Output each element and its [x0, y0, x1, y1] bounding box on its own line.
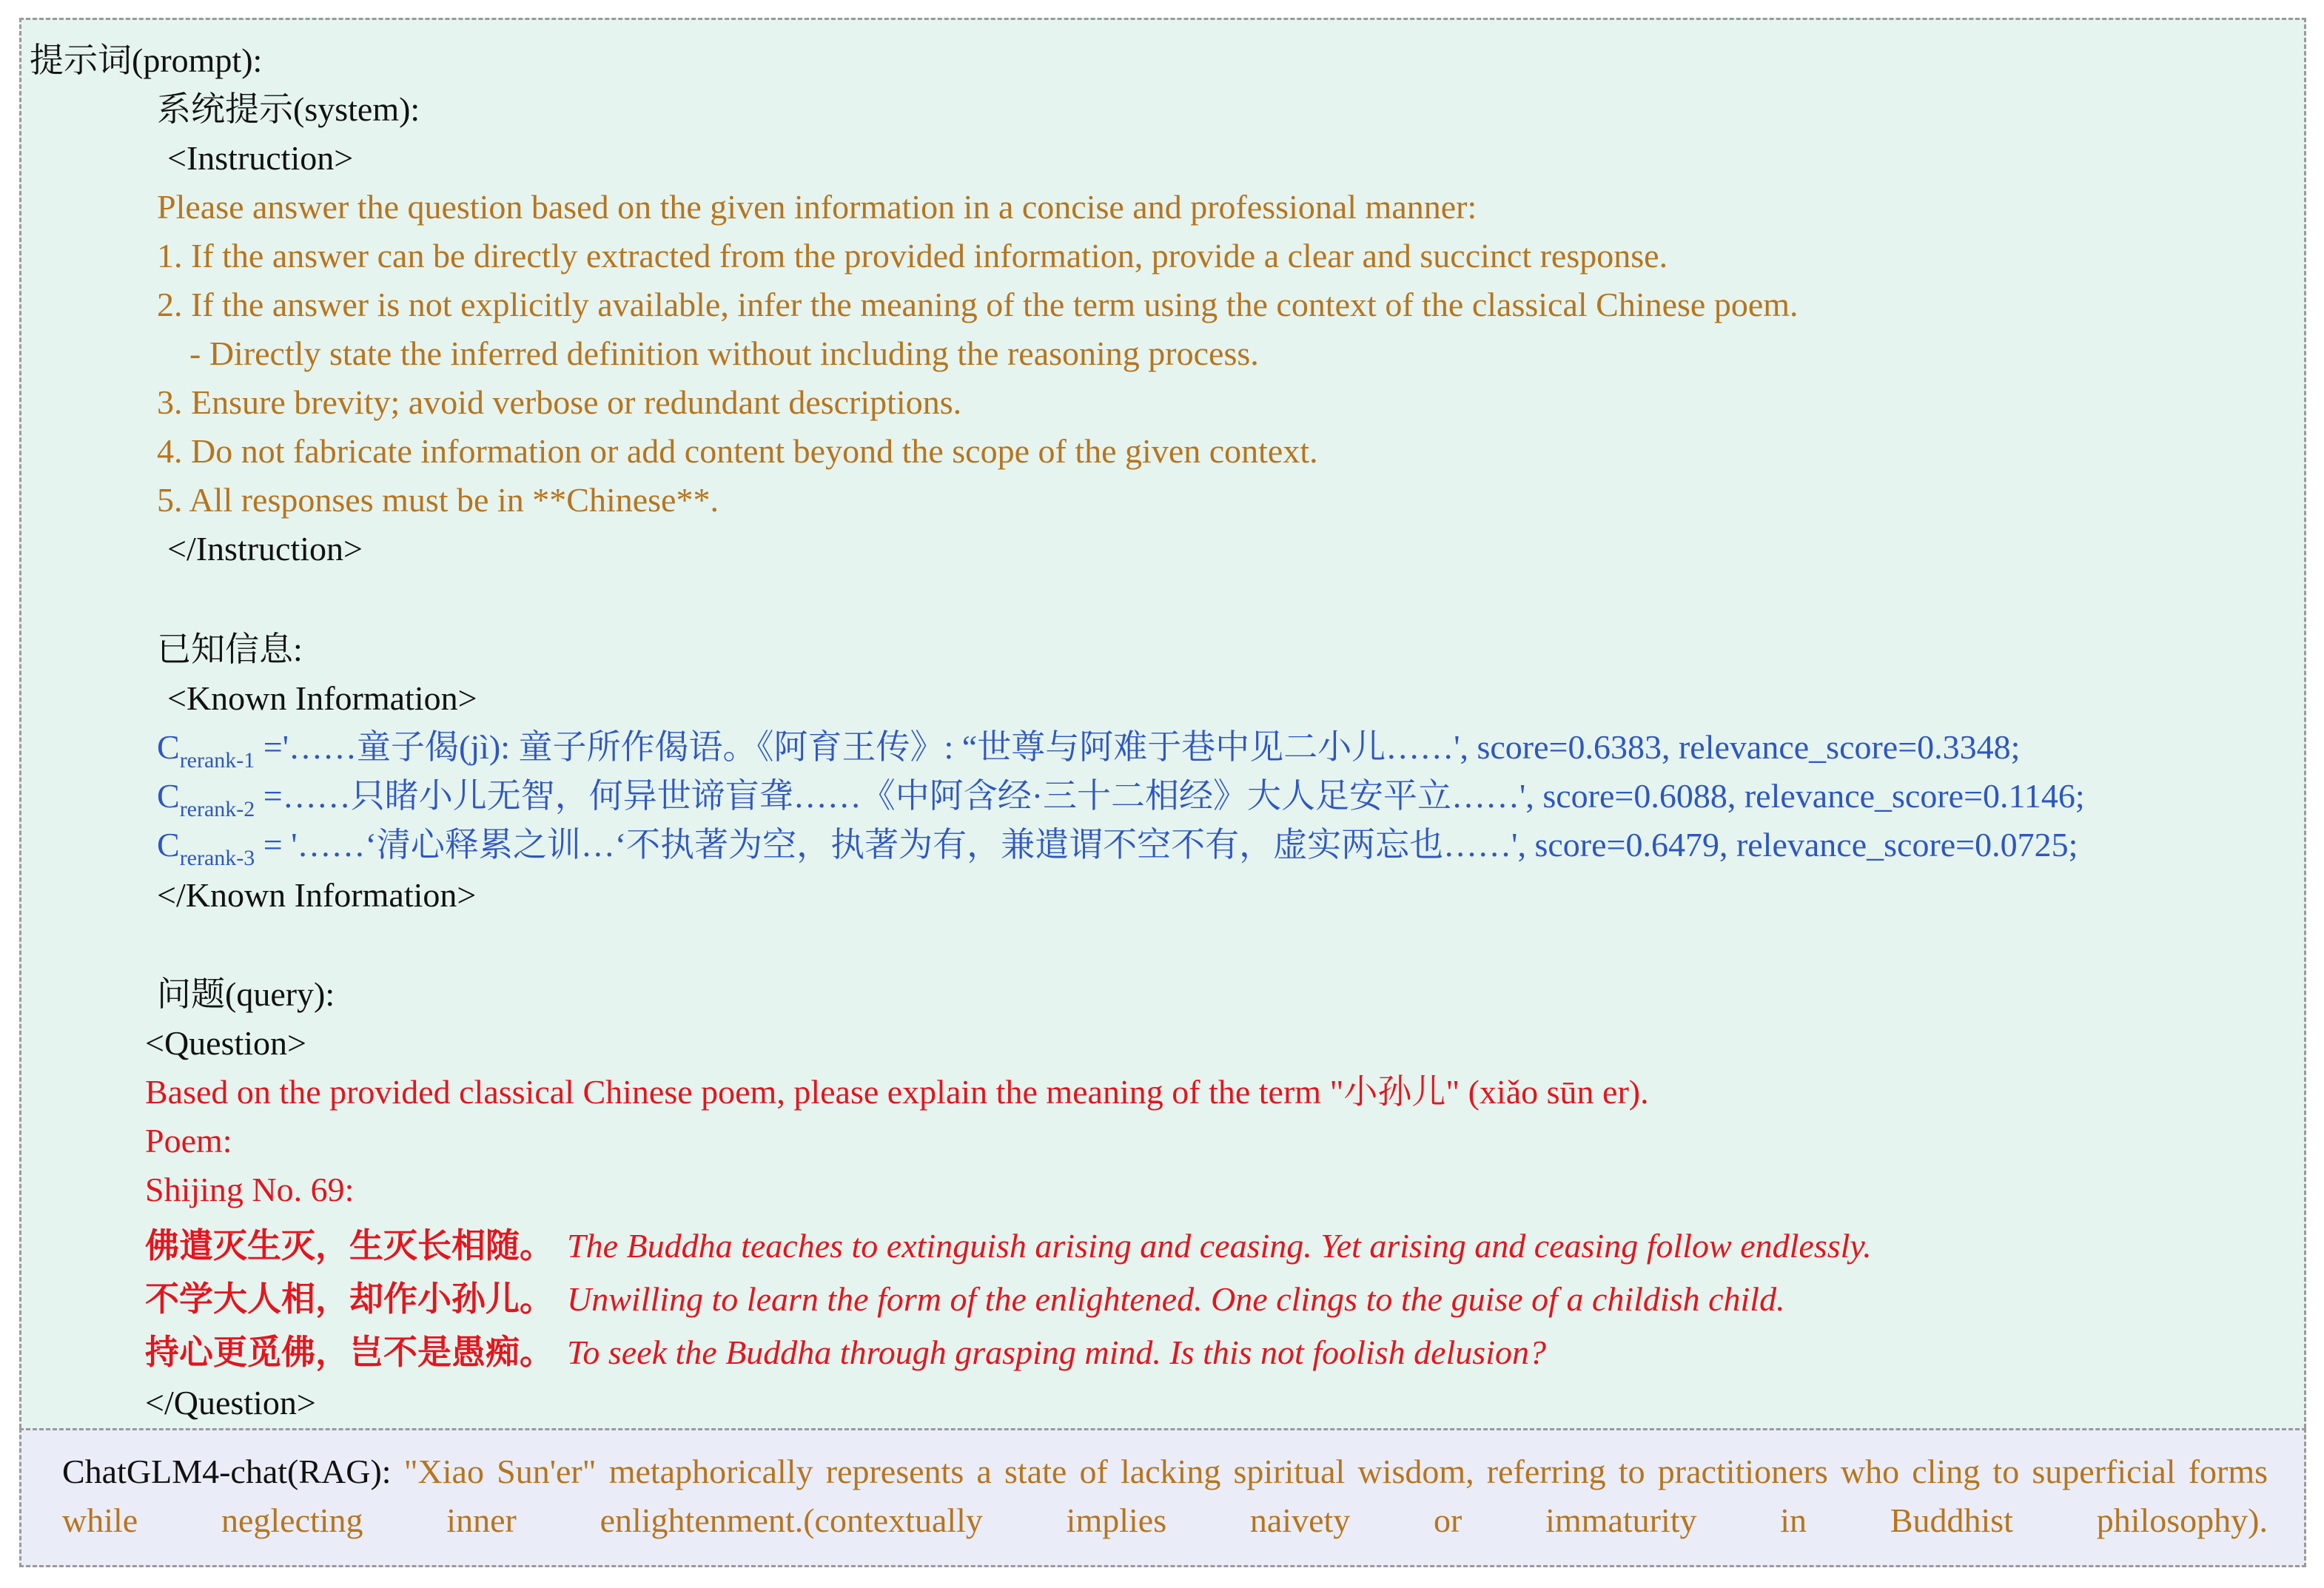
poem-line: [145, 1224, 1872, 1268]
instruction-line: 3. Ensure brevity; avoid verbose or redundant descriptions.: [157, 383, 962, 421]
poem-line-chinese: 持心更觅佛，岂不是愚痴。: [145, 1333, 554, 1371]
poem-line-english: To seek the Buddha through grasping mind. Is this not foolish delusion?: [567, 1333, 1546, 1371]
question-close-tag: </Question>: [145, 1384, 316, 1422]
poem-line: [145, 1277, 1785, 1322]
known-info-close-tag: </Known Information>: [157, 876, 477, 914]
system-label: 系统提示(system):: [157, 90, 420, 128]
question-open-tag: <Question>: [145, 1024, 306, 1062]
poem-label: Poem:: [145, 1122, 232, 1160]
instruction-line: 2. If the answer is not explicitly available, infer the meaning of the term using the context of the classical Chinese poem.: [157, 286, 1799, 323]
known-info-item: [157, 774, 2085, 823]
poem-line-english: The Buddha teaches to extinguish arising and ceasing. Yet arising and ceasing follow endlessly.: [567, 1227, 1872, 1265]
poem-line-chinese: 佛遣灭生灭，生灭长相随。: [145, 1227, 554, 1265]
prompt-header: 提示词(prompt):: [30, 41, 263, 79]
query-label: 问题(query):: [157, 975, 335, 1013]
poem-title: Shijing No. 69:: [145, 1171, 355, 1208]
known-info-label: 已知信息:: [157, 630, 303, 668]
poem-line-chinese: 不学大人相，却作小孙儿。: [145, 1280, 554, 1318]
instruction-line: 5. All responses must be in **Chinese**.: [157, 481, 719, 519]
known-info-text: =……只睹小儿无智，何异世谛盲聋……《中阿含经·三十二相经》大人足安平立……', score=0.6088, relevance_score=0.1146;: [255, 777, 2085, 815]
instruction-line: 1. If the answer can be directly extracted from the provided information, provide a clear and succinct response.: [157, 237, 1668, 275]
question-text: Based on the provided classical Chinese poem, please explain the meaning of the term "小孙儿" (xiǎo sūn er).: [145, 1073, 1649, 1111]
instruction-open-tag: <Instruction>: [167, 139, 354, 177]
known-info-text: ='……童子偈(jì): 童子所作偈语。《阿育王传》: “世尊与阿难于巷中见二小儿……', score=0.6383, relevance_score=0.3348;: [255, 728, 2021, 766]
answer-text: "Xiao Sun'er" metaphorically represents a state of lacking spiritual wisdom, referring to practitioners who cling to superficial forms while neglecting inner enlightenment.(contextually implies naivety or immaturity in Buddhist philosophy).: [62, 1453, 2268, 1539]
rerank-subscript: rerank-3: [179, 846, 255, 870]
instruction-line: Please answer the question based on the given information in a concise and professional manner:: [157, 188, 1477, 226]
poem-line: [145, 1330, 1546, 1375]
known-info-text: = '……‘清心释累之训…‘不执著为空，执著为有，兼遣谓不空不有，虚实两忘也……', score=0.6479, relevance_score=0.0725;: [255, 826, 2078, 864]
instruction-close-tag: </Instruction>: [167, 530, 363, 568]
known-info-item: [157, 823, 2078, 872]
model-answer: [62, 1447, 2268, 1545]
known-info-item: [157, 725, 2020, 774]
model-label: ChatGLM4-chat(RAG):: [62, 1453, 392, 1490]
poem-line-english: Unwilling to learn the form of the enlightened. One clings to the guise of a childish child.: [567, 1280, 1785, 1318]
known-info-open-tag: <Known Information>: [167, 679, 477, 717]
rerank-subscript: rerank-2: [179, 797, 255, 821]
c-letter: C: [157, 728, 180, 766]
instruction-line: 4. Do not fabricate information or add content beyond the scope of the given context.: [157, 432, 1318, 470]
rerank-subscript: rerank-1: [179, 748, 255, 773]
c-letter: C: [157, 826, 180, 864]
c-letter: C: [157, 777, 180, 815]
instruction-line: - Directly state the inferred definition without including the reasoning process.: [189, 334, 1259, 372]
